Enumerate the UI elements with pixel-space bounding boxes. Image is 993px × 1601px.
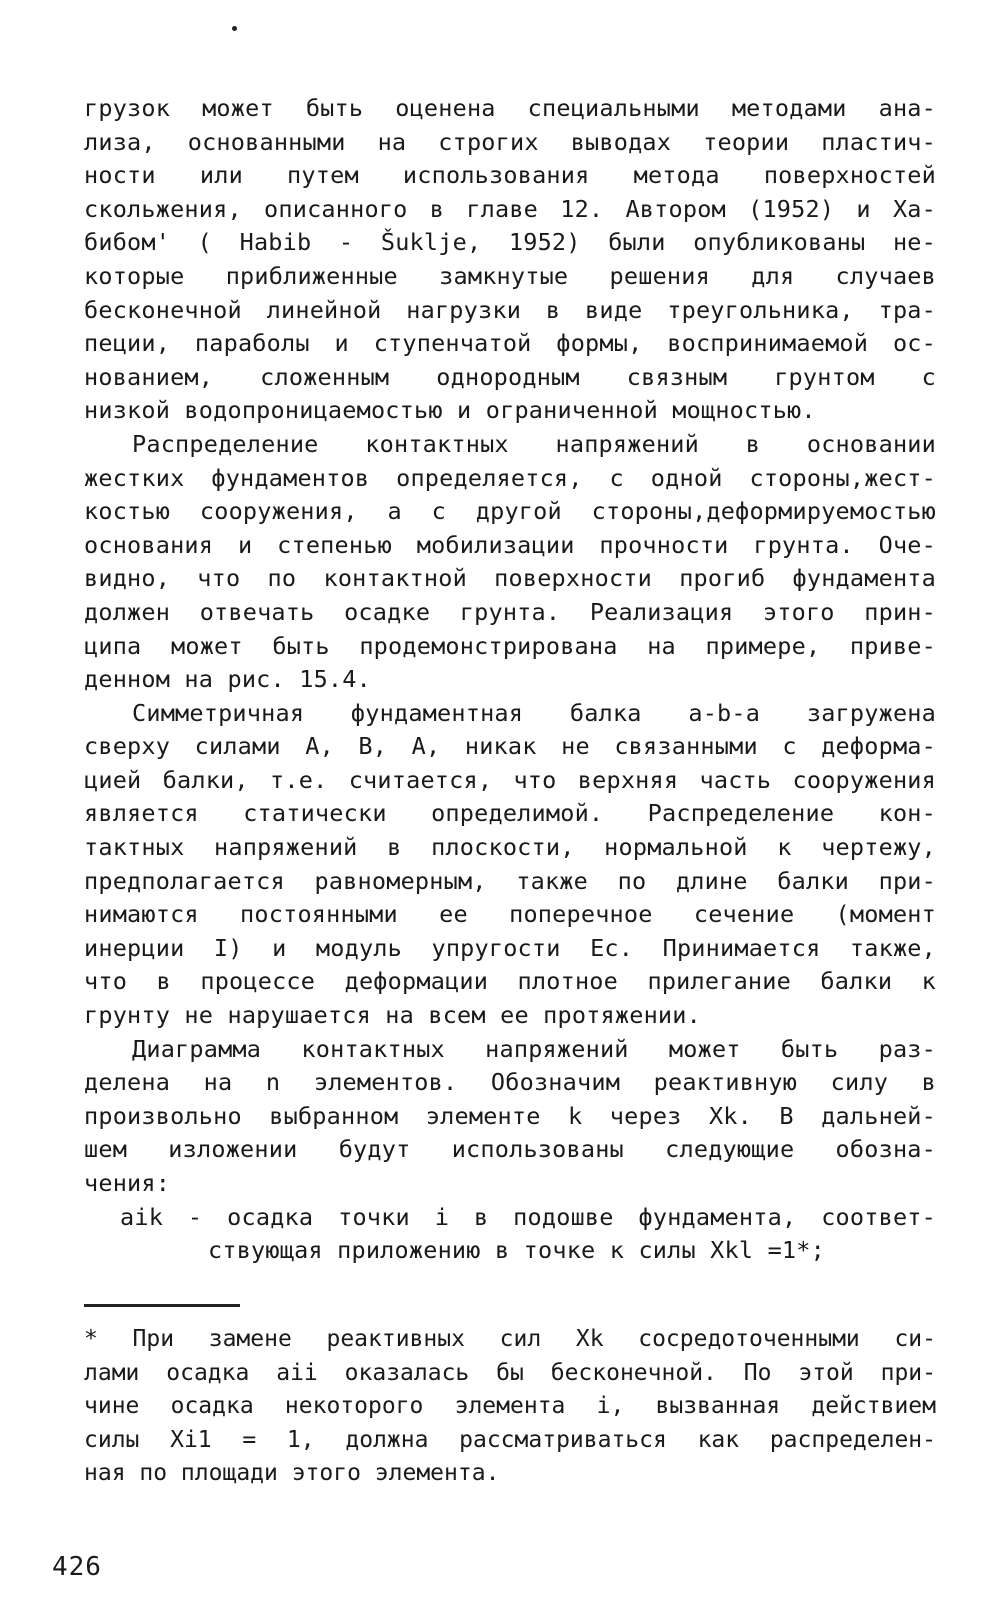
- text-line: инерции I) и модуль упругости Ec. Принимается также,: [84, 933, 936, 962]
- text-line: ствующая приложению в точке к силы Xkl =1*;: [208, 1236, 825, 1265]
- text-line: что в процессе деформации плотное прилегание балки к: [84, 967, 936, 996]
- text-line: низкой водопроницаемостью и ограниченной мощностью.: [84, 396, 816, 425]
- text-line: грузок может быть оценена специальными методами ана-: [84, 94, 936, 122]
- text-line: жестких фундаментов определяется, с одной стороны,жест-: [84, 463, 936, 492]
- text-line: грунту не нарушается на всем ее протяжении.: [84, 1001, 701, 1030]
- text-line: видно, что по контактной поверхности прогиб фундамента: [84, 564, 936, 593]
- footnote: [84, 1323, 936, 1491]
- paragraph-4: [84, 1033, 936, 1201]
- text-line: скольжения, описанного в главе 12. Автором (1952) и Ха-: [84, 194, 936, 223]
- text-line: предполагается равномерным, также по длине балки при-: [84, 866, 936, 895]
- text-line: Диаграмма контактных напряжений может быть раз-: [132, 1034, 936, 1063]
- footnote-line: лами осадка aii оказалась бы бесконечной. По этой при-: [84, 1359, 936, 1386]
- text-line: ности или путем использования метода поверхностей: [84, 161, 936, 190]
- main-text: [84, 92, 936, 1268]
- text-line: нованием, сложенным однородным связным грунтом с: [84, 362, 936, 391]
- footnote-line: силы Xi1 = 1, должна рассматриваться как распределен-: [84, 1426, 936, 1453]
- text-line: пеции, параболы и ступенчатой формы, воспринимаемой ос-: [84, 329, 936, 358]
- paragraph-3: [84, 697, 936, 1033]
- text-line: лиза, основанными на строгих выводах теории пластич-: [84, 127, 936, 156]
- footnote-line: ная по площади этого элемента.: [84, 1460, 500, 1487]
- text-line: ципа может быть продемонстрирована на примере, приве-: [84, 631, 936, 660]
- text-line: произвольно выбранном элементе k через Xk. В дальней-: [84, 1101, 936, 1130]
- footnote-line: чине осадка некоторого элемента i, вызванная действием: [84, 1393, 936, 1420]
- text-line: которые приближенные замкнутые решения для случаев: [84, 261, 936, 290]
- footnote-line: * При замене реактивных сил Xk сосредоточенными си-: [84, 1326, 936, 1352]
- text-line: Распределение контактных напряжений в основании: [132, 429, 936, 458]
- text-line: чения:: [84, 1169, 171, 1197]
- text-line: костью сооружения, а с другой стороны,деформируемостью: [84, 497, 936, 526]
- text-line: тактных напряжений в плоскости, нормальной к чертежу,: [84, 833, 936, 862]
- text-line: денном на рис. 15.4.: [84, 665, 371, 694]
- text-line: aik - осадка точки i в подошве фундамента, соответ-: [120, 1202, 936, 1231]
- text-line: делена на n элементов. Обозначим реактивную силу в: [84, 1068, 936, 1097]
- text-line: основания и степенью мобилизации прочности грунта. Оче-: [84, 530, 936, 559]
- page-number: 426: [52, 1552, 102, 1582]
- text-line: шем изложении будут использованы следующие обозна-: [84, 1135, 936, 1164]
- text-line: бибом' ( Habib - Šuklje, 1952) были опубликованы не-: [84, 228, 936, 257]
- text-line: должен отвечать осадке грунта. Реализация этого прин-: [84, 597, 936, 626]
- text-line: цией балки, т.е. считается, что верхняя часть сооружения: [84, 765, 936, 794]
- paragraph-1: [84, 92, 936, 428]
- text-line: является статически определимой. Распределение кон-: [84, 799, 936, 828]
- paragraph-2: [84, 428, 936, 697]
- text-line: Симметричная фундаментная балка a-b-a загружена: [132, 698, 936, 727]
- text-line: бесконечной линейной нагрузки в виде треугольника, тра-: [84, 295, 936, 324]
- footnote-rule: [84, 1304, 240, 1307]
- definition: [84, 1201, 936, 1268]
- text-line: сверху силами A, B, A, никак не связанными с деформа-: [84, 732, 936, 761]
- text-line: нимаются постоянными ее поперечное сечение (момент: [84, 900, 936, 929]
- ink-speck: [232, 26, 237, 31]
